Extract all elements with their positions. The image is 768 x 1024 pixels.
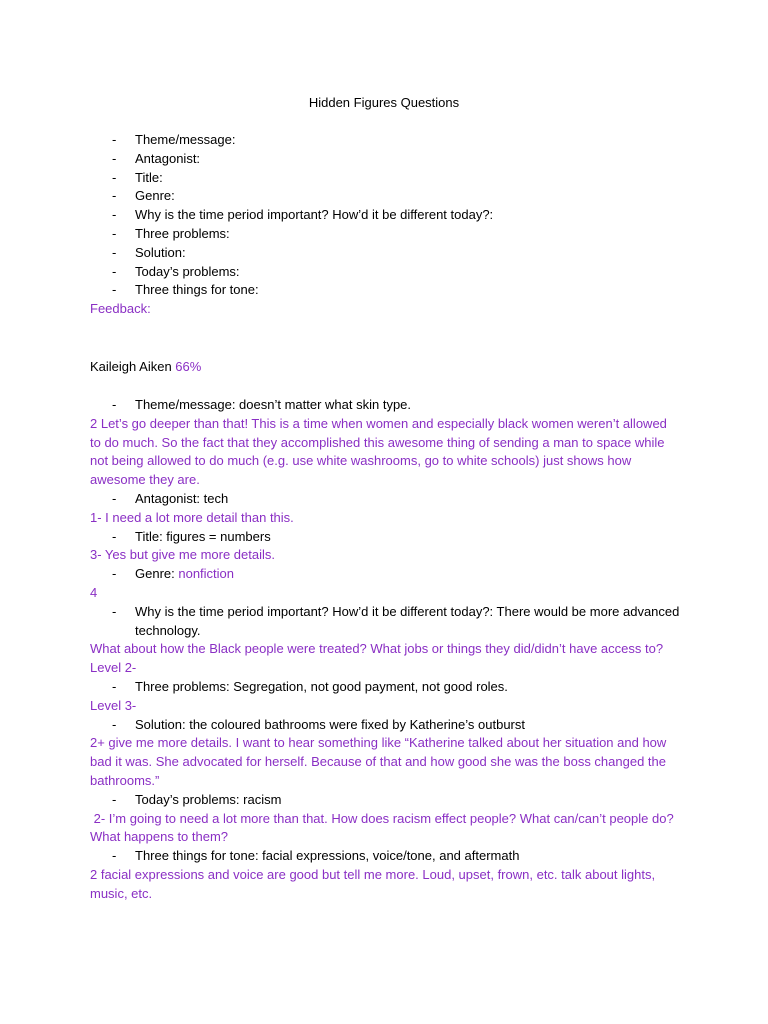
answer-tone: - Three things for tone: facial expressions, voice/tone, and aftermath bbox=[90, 847, 680, 866]
dash-bullet-icon: - bbox=[112, 150, 117, 166]
dash-bullet-icon: - bbox=[112, 678, 117, 694]
student-name: Kaileigh Aiken bbox=[90, 359, 172, 374]
list-item: - Antagonist: bbox=[90, 150, 680, 169]
list-item: - Why is the time period important? How’d it be different today?: bbox=[90, 206, 680, 225]
list-item: - Title: bbox=[90, 169, 680, 188]
dash-bullet-icon: - bbox=[112, 848, 117, 864]
dash-bullet-icon: - bbox=[112, 263, 117, 279]
dash-bullet-icon: - bbox=[112, 207, 117, 223]
answer-today: - Today’s problems: racism bbox=[90, 791, 680, 810]
genre-value: nonfiction bbox=[178, 566, 235, 582]
feedback-tone: 2 facial expressions and voice are good but tell me more. Loud, upset, frown, etc. talk about lights, music, etc. bbox=[90, 866, 656, 901]
student-answers bbox=[90, 396, 680, 904]
feedback-solution: 2+ give me more details. I want to hear something like “Katherine talked about her situation and how bad it was. She advocated for herself. Because of that and how good she was the boss changed the bathrooms.” bbox=[90, 735, 667, 788]
list-item: - Three problems: bbox=[90, 225, 680, 244]
questions-list bbox=[90, 131, 680, 319]
dash-bullet-icon: - bbox=[112, 528, 117, 544]
feedback-label: Feedback: bbox=[90, 301, 151, 317]
feedback-theme: 2 Let’s go deeper than that! This is a time when women and especially black women weren’t allowed to do much. So the fact that they accomplished this awesome thing of sending a man to space while not being allowed to do much (e.g. use white washrooms, go to white schools) just shows how awesome they are. bbox=[90, 415, 667, 488]
dash-bullet-icon: - bbox=[112, 397, 117, 412]
dash-bullet-icon: - bbox=[112, 169, 117, 185]
answer-time-period: - Why is the time period important? How’d it be different today?: There would be more advanced technology. bbox=[112, 603, 680, 638]
feedback-time-period: What about how the Black people were treated? What jobs or things they did/didn’t have access to? Level 2- bbox=[90, 641, 664, 676]
dash-bullet-icon: - bbox=[112, 603, 117, 619]
dash-bullet-icon: - bbox=[112, 716, 117, 732]
list-item: - Solution: bbox=[90, 244, 680, 263]
feedback-problems: Level 3- bbox=[90, 697, 137, 713]
answer-problems: - Three problems: Segregation, not good payment, not good roles. bbox=[90, 678, 680, 697]
feedback-antagonist: 1- I need a lot more detail than this. bbox=[90, 509, 294, 525]
dash-bullet-icon: - bbox=[112, 244, 117, 260]
answer-genre: - Genre: nonfiction bbox=[90, 565, 680, 584]
list-item: - Three things for tone: bbox=[90, 281, 680, 300]
answer-title: - Title: figures = numbers bbox=[90, 528, 680, 547]
dash-bullet-icon: - bbox=[112, 132, 117, 147]
answer-antagonist: - Antagonist: tech bbox=[90, 490, 680, 509]
student-score: 66% bbox=[175, 359, 202, 374]
feedback-title: 3- Yes but give me more details. bbox=[90, 547, 275, 563]
dash-bullet-icon: - bbox=[112, 791, 117, 807]
dash-bullet-icon: - bbox=[112, 566, 117, 582]
feedback-genre: 4 bbox=[90, 584, 98, 600]
answer-theme: - Theme/message: doesn’t matter what skin type. bbox=[90, 396, 680, 415]
list-item: - Today’s problems: bbox=[90, 263, 680, 282]
dash-bullet-icon: - bbox=[112, 225, 117, 241]
feedback-today: 2- I’m going to need a lot more than that. How does racism effect people? What can/can’t people do? What happens to them? bbox=[90, 810, 678, 845]
list-item: - Theme/message: bbox=[90, 131, 680, 150]
document-title: Hidden Figures Questions bbox=[308, 95, 460, 110]
student-header bbox=[90, 358, 680, 377]
dash-bullet-icon: - bbox=[112, 188, 117, 204]
answer-solution: - Solution: the coloured bathrooms were fixed by Katherine’s outburst bbox=[90, 716, 680, 735]
list-item: - Genre: bbox=[90, 187, 680, 206]
dash-bullet-icon: - bbox=[112, 282, 117, 298]
dash-bullet-icon: - bbox=[112, 490, 117, 506]
